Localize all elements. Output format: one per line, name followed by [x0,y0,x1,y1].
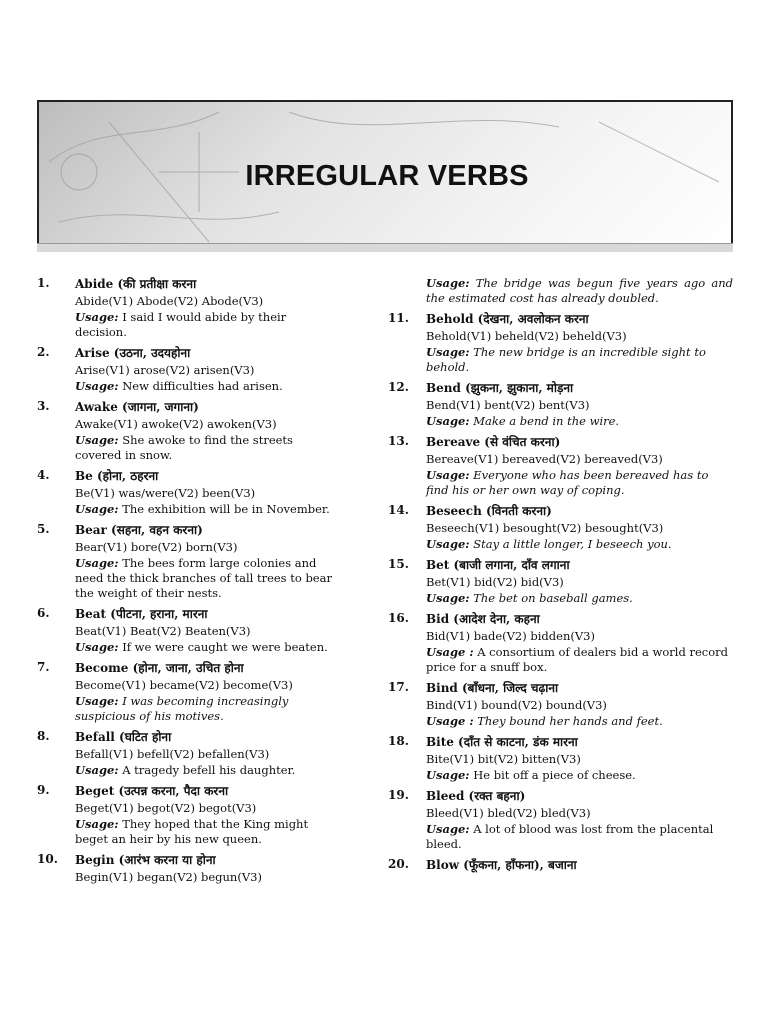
usage-text: A consortium of dealers bid a world record price for a snuff box. [426,645,728,674]
usage-text: The bees form large colonies and need the thick branches of tall trees to bear the weight of their nests. [75,556,332,600]
usage-label: Usage: [75,433,119,447]
usage-line [75,556,337,601]
entry-number: 11. [388,311,409,325]
verb-heading: Blow (फूँकना, हाँफना), बजाना [426,858,577,872]
usage-text: The bridge was begun five years ago and the estimated cost has already doubled. [426,276,733,305]
usage-label: Usage: [75,556,119,570]
usage-text: She awoke to find the streets covered in snow. [75,433,293,462]
verb-forms: Beat(V1) Beat(V2) Beaten(V3) [75,624,251,638]
verb-forms: Befall(V1) befell(V2) befallen(V3) [75,747,270,761]
entry-number: 16. [388,611,409,625]
usage-line [75,433,337,463]
verb-entry [388,857,733,874]
verb-heading: Bleed (रक्त बहना) [426,789,526,803]
entry-number: 15. [388,557,409,571]
verb-entry [388,557,733,606]
usage-text: A tragedy befell his daughter. [118,763,296,777]
verb-entry [37,468,337,517]
entry-number: 2. [37,345,50,359]
verb-heading: Be (होना, ठहरना [75,469,159,483]
usage-label: Usage: [426,537,470,551]
verb-entry [388,380,733,429]
usage-line [426,537,733,552]
usage-label: Usage : [426,714,474,728]
usage-label: Usage: [426,345,470,359]
verb-heading: Begin (आरंभ करना या होना [75,853,216,867]
verb-heading: Bereave (से वंचित करना) [426,435,561,449]
entry-number: 10. [37,852,58,866]
usage-label: Usage: [75,817,119,831]
verb-heading: Beat (पीटना, हराना, मारना [75,607,208,621]
verb-entry [37,345,337,394]
usage-text: The bet on baseball games. [469,591,633,605]
usage-line [75,817,337,847]
entry-number: 13. [388,434,409,448]
usage-line [75,502,337,517]
usage-text: The new bridge is an incredible sight to behold. [426,345,706,374]
entry-number: 19. [388,788,409,802]
verb-heading: Arise (उठना, उदयहोना [75,346,191,360]
usage-line [426,345,733,375]
verb-forms: Be(V1) was/were(V2) been(V3) [75,486,256,500]
verb-entry [388,788,733,852]
entry-number: 12. [388,380,409,394]
usage-line [426,591,733,606]
verb-heading: Beget (उत्पन्न करना, पैदा करना [75,784,229,798]
verb-forms: Beget(V1) begot(V2) begot(V3) [75,801,257,815]
page-title: IRREGULAR VERBS [245,160,529,192]
verb-forms: Begin(V1) began(V2) begun(V3) [75,870,262,884]
banner-base [37,243,733,252]
verb-entry [388,611,733,675]
verb-heading: Beseech (विनती करना) [426,504,552,518]
usage-line [426,414,733,429]
usage-text: Stay a little longer, I beseech you. [469,537,672,551]
verb-forms: Bid(V1) bade(V2) bidden(V3) [426,629,595,643]
verb-entry [37,852,337,886]
verb-entry [37,276,337,340]
title-banner [37,100,733,250]
usage-text: The exhibition will be in November. [118,502,330,516]
verb-forms: Bereave(V1) bereaved(V2) bereaved(V3) [426,452,663,466]
verb-heading: Become (होना, जाना, उचित होना [75,661,244,675]
usage-text: Everyone who has been bereaved has to find his or her own way of coping. [426,468,709,497]
verb-heading: Bend (झुकना, झुकाना, मोड़ना [426,381,574,395]
entry-number: 4. [37,468,50,482]
verb-forms: Bite(V1) bit(V2) bitten(V3) [426,752,581,766]
verb-forms: Beseech(V1) besought(V2) besought(V3) [426,521,664,535]
verb-forms: Bet(V1) bid(V2) bid(V3) [426,575,564,589]
entry-number: 8. [37,729,50,743]
verb-entry [37,729,337,778]
entry-number: 17. [388,680,409,694]
usage-text: New difficulties had arisen. [118,379,283,393]
verb-heading: Abide (की प्रतीक्षा करना [75,277,197,291]
usage-line [75,640,337,655]
usage-text: I was becoming increasingly suspicious of his motives. [75,694,289,723]
usage-line [426,822,733,852]
left-column [37,276,337,891]
continued-usage [388,276,733,306]
right-column [388,276,733,879]
usage-line [426,468,733,498]
verb-heading: Bind (बाँधना, जिल्द चढ़ाना [426,681,559,695]
verb-entry [37,399,337,463]
usage-label: Usage: [426,414,470,428]
verb-entry [388,680,733,729]
entry-number: 3. [37,399,50,413]
entry-number: 18. [388,734,409,748]
usage-label: Usage: [75,310,119,324]
usage-text: If we were caught we were beaten. [118,640,328,654]
usage-text: Make a bend in the wire. [469,414,620,428]
usage-label: Usage: [426,591,470,605]
verb-entry [388,311,733,375]
verb-forms: Behold(V1) beheld(V2) beheld(V3) [426,329,627,343]
usage-label: Usage: [426,468,470,482]
entry-number: 14. [388,503,409,517]
usage-label: Usage: [75,640,119,654]
verb-heading: Bite (दाँत से काटना, डंक मारना [426,735,578,749]
usage-text: I said I would abide by their decision. [75,310,287,339]
entry-number: 1. [37,276,50,290]
usage-text: They bound her hands and feet. [473,714,663,728]
verb-forms: Arise(V1) arose(V2) arisen(V3) [75,363,255,377]
usage-label: Usage: [426,276,470,290]
verb-forms: Bend(V1) bent(V2) bent(V3) [426,398,590,412]
usage-line [75,694,337,724]
verb-forms: Become(V1) became(V2) become(V3) [75,678,293,692]
usage-label: Usage: [75,694,119,708]
verb-heading: Behold (देखना, अवलोकन करना [426,312,589,326]
verb-heading: Befall (घटित होना [75,730,172,744]
usage-text: A lot of blood was lost from the placental bleed. [426,822,714,851]
usage-label: Usage: [426,822,470,836]
usage-label: Usage: [426,768,470,782]
usage-label: Usage : [426,645,474,659]
usage-line [426,768,733,783]
verb-forms: Abide(V1) Abode(V2) Abode(V3) [75,294,264,308]
verb-entry [388,434,733,498]
verb-entry [37,783,337,847]
verb-entry [388,734,733,783]
usage-line [75,763,337,778]
verb-forms: Awake(V1) awoke(V2) awoken(V3) [75,417,277,431]
usage-line [426,645,733,675]
verb-heading: Awake (जागना, जगाना) [75,400,199,414]
usage-line [75,310,337,340]
verb-heading: Bear (सहना, वहन करना) [75,523,203,537]
verb-heading: Bid (आदेश देना, कहना [426,612,540,626]
entry-number: 5. [37,522,50,536]
verb-forms: Bleed(V1) bled(V2) bled(V3) [426,806,591,820]
entry-number: 6. [37,606,50,620]
verb-entry [37,606,337,655]
verb-forms: Bind(V1) bound(V2) bound(V3) [426,698,607,712]
verb-entry [37,522,337,601]
usage-text: He bit off a piece of cheese. [469,768,636,782]
usage-line [426,714,733,729]
usage-label: Usage: [75,502,119,516]
usage-label: Usage: [75,379,119,393]
usage-text: They hoped that the King might beget an heir by his new queen. [75,817,309,846]
usage-line [75,379,337,394]
entry-number: 7. [37,660,50,674]
entry-number: 9. [37,783,50,797]
usage-label: Usage: [75,763,119,777]
verb-forms: Bear(V1) bore(V2) born(V3) [75,540,238,554]
verb-entry [37,660,337,724]
verb-entry [388,503,733,552]
verb-heading: Bet (बाजी लगाना, दाँव लगाना [426,558,570,572]
entry-number: 20. [388,857,409,871]
